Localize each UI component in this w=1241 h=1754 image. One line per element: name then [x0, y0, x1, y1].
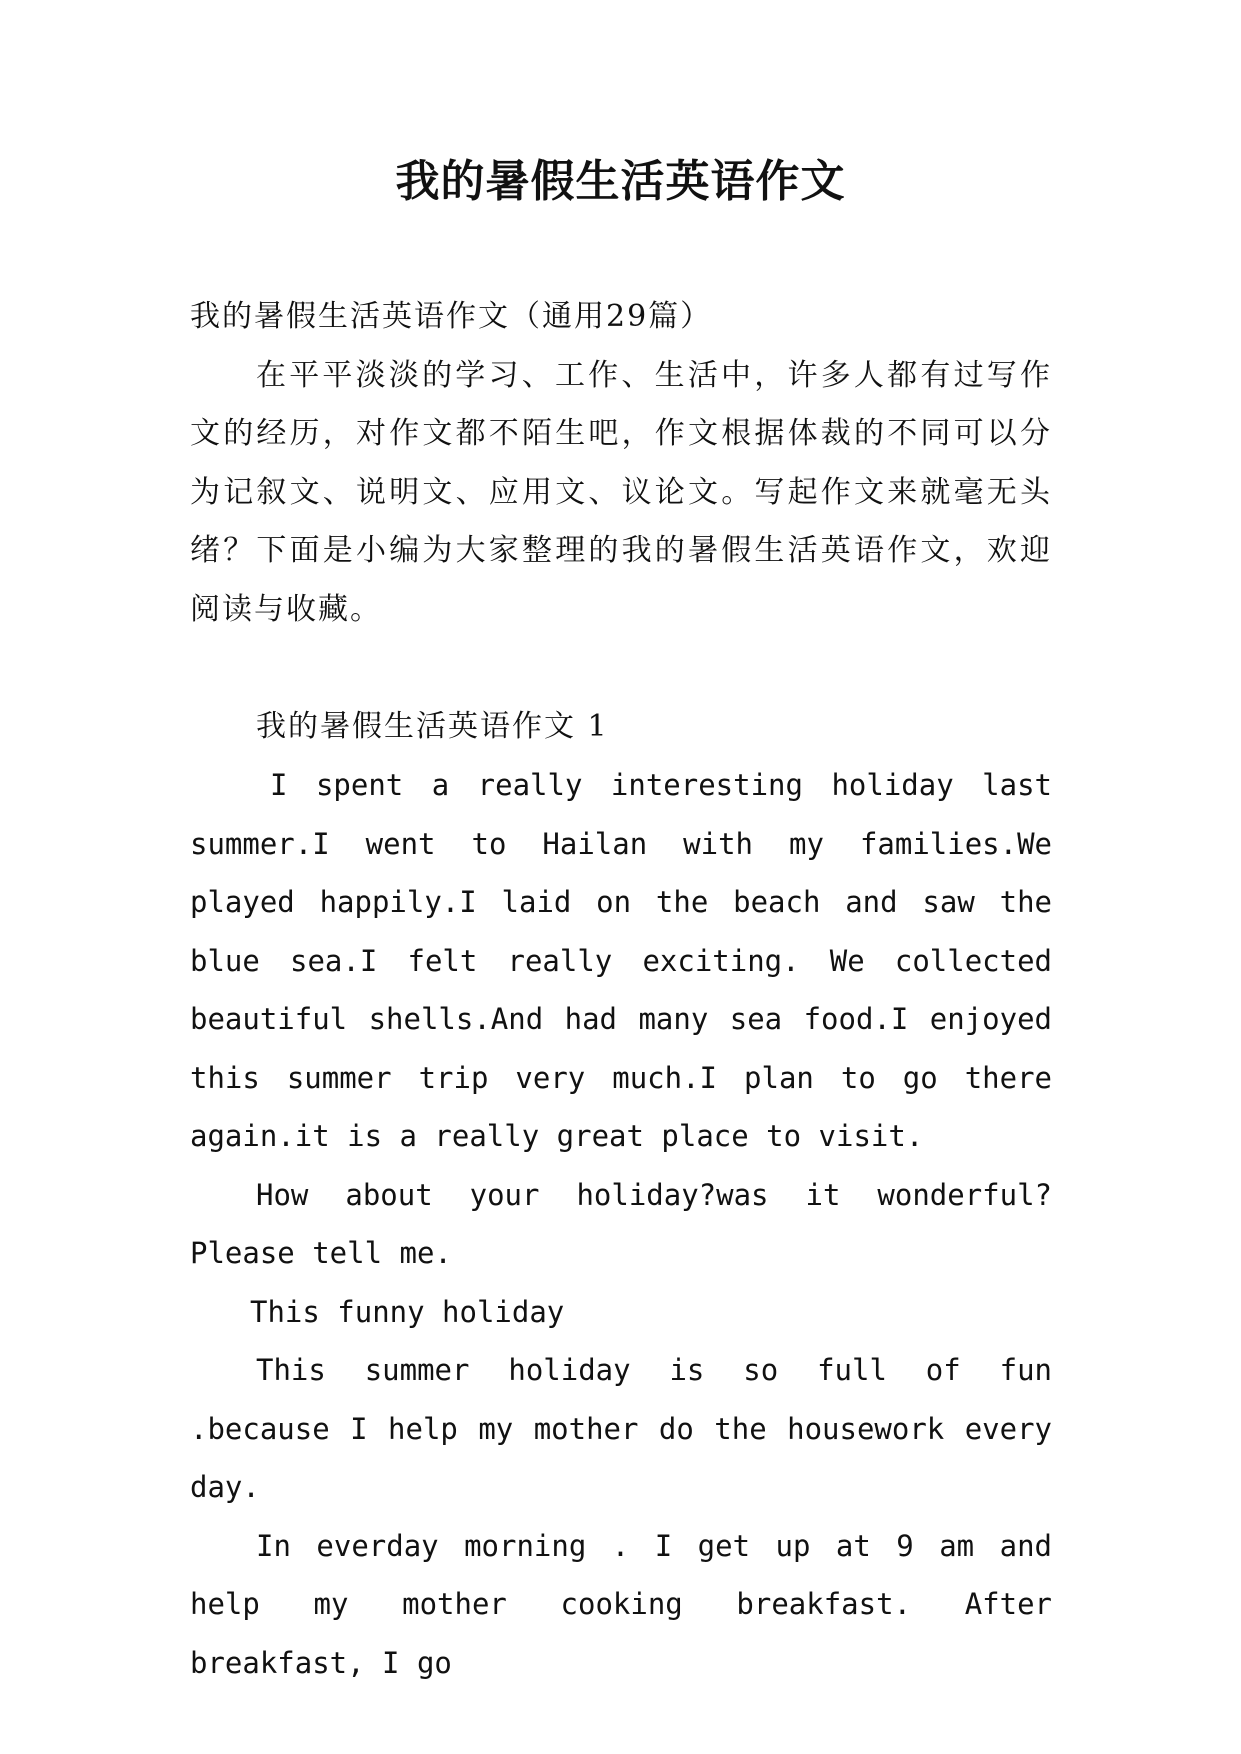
essay-paragraph: In everday morning . I get up at 9 am and help my mother cooking breakfast. After breakfast, I go	[190, 1528, 1052, 1680]
essay-subheading: This funny holiday	[250, 1294, 565, 1329]
essay-paragraph: How about your holiday?was it wonderful?Please tell me.	[190, 1177, 1052, 1270]
paragraph-gap	[190, 639, 1052, 698]
section-heading: 我的暑假生活英语作文 1	[256, 708, 609, 744]
document-title: 我的暑假生活英语作文	[395, 156, 846, 207]
intro-paragraph: 在平平淡淡的学习、工作、生活中，许多人都有过写作文的经历，对作文都不陌生吧，作文根据体裁的不同可以分为记叙文、说明文、应用文、议论文。写起作文来就毫无头绪？下面是小编为大家整理的我的暑假生活英语作文，欢迎阅读与收藏。	[190, 357, 1052, 627]
essay-paragraph: This summer holiday is so full of fun .because I help my mother do the housework every day.	[190, 1353, 1052, 1504]
document-subtitle: 我的暑假生活英语作文（通用29篇）	[190, 299, 713, 334]
essay-paragraph: I spent a really interesting holiday last summer.I went to Hailan with my families.We played happily.I laid on the beach and saw the blue sea.I felt really exciting. We collected beautiful shells.And had many sea food.I enjoyed this summer trip very much.I plan to go there again.it is a really great place to visit.	[190, 768, 1052, 1153]
document-body	[190, 288, 1052, 1692]
